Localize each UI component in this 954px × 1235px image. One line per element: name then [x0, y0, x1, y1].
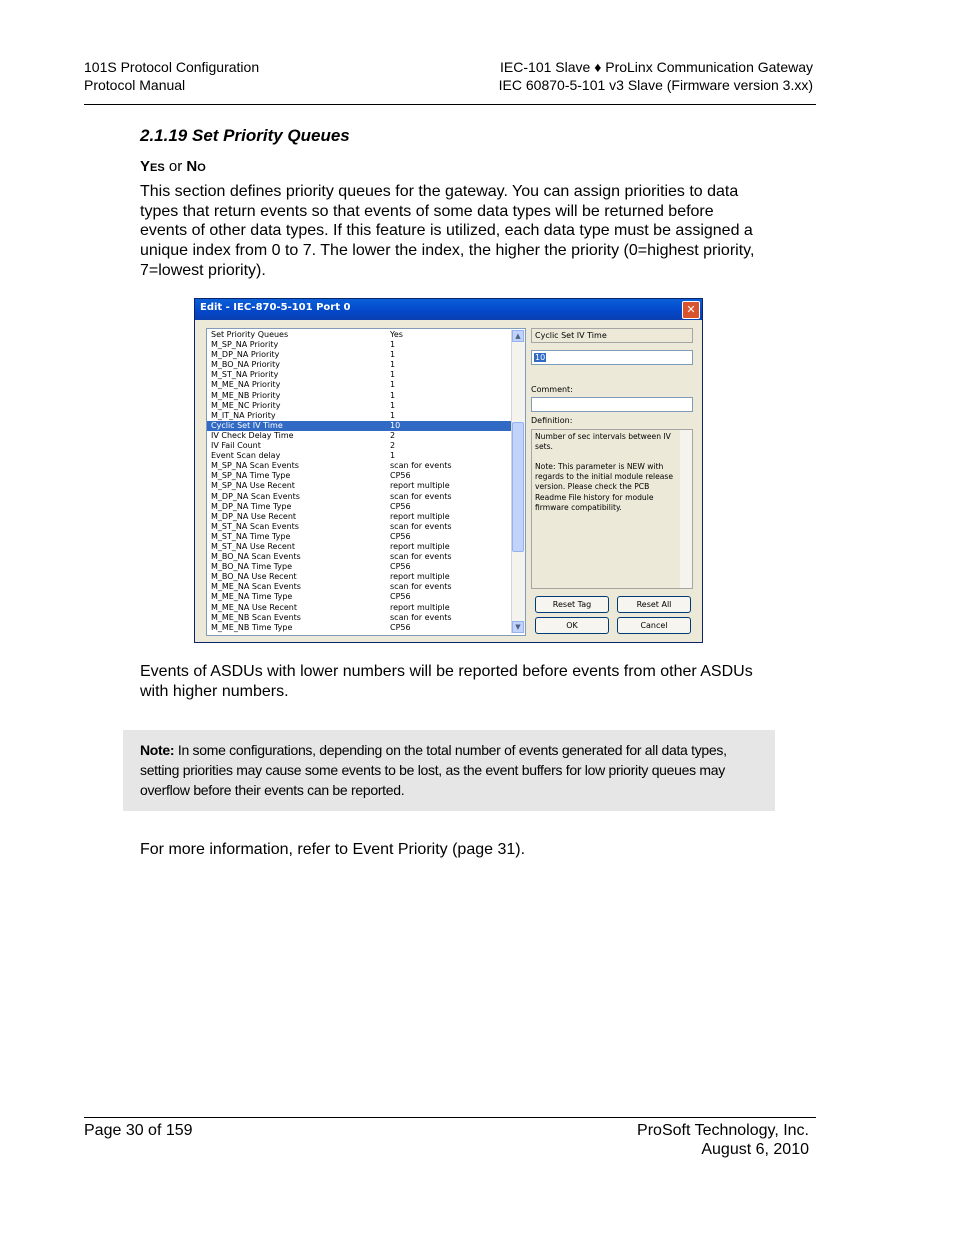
parameter-row-name: M_IT_NA Priority: [211, 410, 276, 420]
intro-paragraph: This section defines priority queues for the gateway. You can assign priorities to data types that return events so that events of some data types will be returned before events of other data types. If this feature is utilized, each data type must be assigned a unique index from 0 to 7. The lower the index, the higher the priority (0=highest priority, 7=lowest priority).: [140, 183, 755, 279]
parameter-row-name: M_DP_NA Scan Events: [211, 491, 300, 501]
parameter-row-value: 1: [390, 370, 396, 380]
parameter-row-name: M_ME_NA Use Recent: [211, 602, 297, 612]
parameter-row-value: scan for events: [390, 552, 452, 562]
parameter-row-name: Event Scan delay: [211, 451, 281, 461]
company-name: ProSoft Technology, Inc.: [637, 1122, 809, 1139]
parameter-row-name: M_BO_NA Time Type: [211, 562, 293, 572]
list-item[interactable]: [207, 613, 525, 623]
definition-box: [531, 429, 693, 589]
list-item[interactable]: [207, 582, 525, 592]
ok-button[interactable]: OK: [535, 617, 609, 634]
note-body: In some configurations, depending on the total number of events generated for all data types, setting priorities may cause some events to be lost, as the event buffers for low priority queues may overflow before their events can be reported.: [140, 742, 727, 798]
running-header-left: [84, 58, 259, 94]
parameter-row-value: scan for events: [390, 582, 452, 592]
scroll-thumb[interactable]: [512, 422, 524, 552]
parameter-row-value: CP56: [390, 501, 411, 511]
header-rule: [84, 104, 816, 105]
list-item[interactable]: [207, 330, 525, 340]
parameter-row-name: M_SP_NA Time Type: [211, 471, 291, 481]
parameter-list[interactable]: [206, 328, 526, 636]
parameter-row-value: 1: [390, 360, 396, 370]
parameter-row-value: 2: [390, 441, 396, 451]
after-figure-paragraph: Events of ASDUs with lower numbers will be reported before events from other ASDUs with higher numbers.: [140, 663, 753, 700]
parameter-row-name: M_ME_NC Priority: [211, 400, 281, 410]
parameter-row-value: report multiple: [390, 541, 450, 551]
list-item[interactable]: [207, 481, 525, 491]
list-item[interactable]: [207, 522, 525, 532]
parameter-value-input[interactable]: [531, 350, 693, 365]
publication-date: August 6, 2010: [701, 1141, 809, 1158]
or-text: or: [168, 158, 183, 175]
parameter-row-name: M_ST_NA Use Recent: [211, 541, 296, 551]
edit-dialog: [194, 298, 703, 643]
comment-input[interactable]: [531, 397, 693, 412]
parameter-row-name: IV Check Delay Time: [211, 430, 294, 440]
list-item[interactable]: [207, 512, 525, 522]
list-item[interactable]: [207, 492, 525, 502]
list-item[interactable]: [207, 421, 525, 431]
list-item[interactable]: [207, 592, 525, 602]
parameter-row-name: Cyclic Set IV Time: [211, 420, 283, 430]
page-number: Page 30 of 159: [84, 1122, 193, 1139]
section-title: 2.1.19 Set Priority Queues: [140, 126, 350, 145]
footer-company: [637, 1121, 809, 1159]
note-box: [123, 730, 775, 811]
parameter-row-value: 1: [390, 350, 396, 360]
scroll-up-icon[interactable]: ▲: [512, 330, 524, 342]
parameter-row-name: M_BO_NA Use Recent: [211, 572, 297, 582]
parameter-row-name: M_DP_NA Use Recent: [211, 511, 297, 521]
parameter-row-value: CP56: [390, 531, 411, 541]
cancel-button[interactable]: Cancel: [617, 617, 691, 634]
list-item[interactable]: [207, 471, 525, 481]
comment-label: Comment:: [531, 385, 573, 394]
parameter-row-value: scan for events: [390, 612, 452, 622]
list-item[interactable]: [207, 411, 525, 421]
dialog-title: Edit - IEC-870-5-101 Port 0: [200, 302, 351, 313]
parameter-row-value: report multiple: [390, 572, 450, 582]
definition-scrollbar[interactable]: [680, 430, 692, 588]
parameter-row-name: M_ME_NB Scan Events: [211, 612, 301, 622]
parameter-row-value: 2: [390, 430, 396, 440]
parameter-row-value: 1: [390, 400, 396, 410]
note-text: [140, 740, 750, 800]
parameter-row-value: scan for events: [390, 491, 452, 501]
parameter-row-name: M_ME_NB Time Type: [211, 622, 293, 632]
list-item[interactable]: [207, 360, 525, 370]
parameter-row-value: scan for events: [390, 461, 452, 471]
parameter-list-scrollbar[interactable]: [511, 330, 525, 633]
yes-option: YES: [140, 158, 165, 175]
parameter-row-name: Set Priority Queues: [211, 330, 289, 339]
list-item[interactable]: [207, 623, 525, 633]
list-item[interactable]: [207, 380, 525, 390]
reset-all-button[interactable]: Reset All: [617, 596, 691, 613]
header-doc-title: 101S Protocol Configuration: [84, 59, 260, 75]
note-label: Note:: [140, 742, 175, 758]
dialog-titlebar: [195, 299, 702, 320]
parameter-row-value: report multiple: [390, 511, 450, 521]
parameter-row-name: M_DP_NA Priority: [211, 350, 280, 360]
yes-or-no-options: [140, 158, 206, 175]
parameter-row-value: 1: [390, 390, 396, 400]
parameter-row-value: CP56: [390, 592, 411, 602]
parameter-row-value: CP56: [390, 471, 411, 481]
parameter-row-name: M_ME_NA Priority: [211, 380, 281, 390]
parameter-row-name: M_ME_NA Time Type: [211, 592, 293, 602]
list-item[interactable]: [207, 451, 525, 461]
header-product: IEC-101 Slave ♦ ProLinx Communication Gateway: [500, 59, 813, 75]
list-item[interactable]: [207, 391, 525, 401]
list-item[interactable]: [207, 401, 525, 411]
definition-text: Number of sec intervals between IV sets. Note: This parameter is NEW with regards to the initial module release version. Please check the PCB Readme File history for module firmware compatibility.: [535, 432, 674, 512]
list-item[interactable]: [207, 370, 525, 380]
parameter-row-value: CP56: [390, 622, 411, 632]
parameter-row-value: 1: [390, 340, 396, 350]
parameter-value: 10: [535, 353, 546, 362]
parameter-row-name: M_ST_NA Scan Events: [211, 521, 299, 531]
header-doc-type: Protocol Manual: [84, 77, 186, 93]
list-item[interactable]: [207, 350, 525, 360]
parameter-row-value: 1: [390, 380, 396, 390]
parameter-row-name: M_ST_NA Priority: [211, 370, 279, 380]
parameter-row-value: report multiple: [390, 602, 450, 612]
list-item[interactable]: [207, 552, 525, 562]
list-item[interactable]: [207, 572, 525, 582]
parameter-name-field: [531, 328, 693, 343]
parameter-row-name: M_BO_NA Priority: [211, 360, 281, 370]
close-icon[interactable]: ✕: [682, 301, 700, 319]
parameter-row-name: IV Fail Count: [211, 441, 261, 451]
parameter-row-name: M_ST_NA Time Type: [211, 531, 291, 541]
list-item[interactable]: [207, 461, 525, 471]
parameter-row-value: 1: [390, 451, 396, 461]
parameter-row-value: 1: [390, 410, 396, 420]
scroll-down-icon[interactable]: ▼: [512, 621, 524, 633]
parameter-row-name: M_SP_NA Use Recent: [211, 481, 295, 491]
parameter-row-name: M_BO_NA Scan Events: [211, 552, 301, 562]
header-firmware: IEC 60870-5-101 v3 Slave (Firmware version 3.xx): [498, 77, 813, 93]
list-item[interactable]: [207, 340, 525, 350]
running-header-right: [499, 58, 813, 94]
parameter-row-name: M_ME_NA Scan Events: [211, 582, 301, 592]
parameter-row-name: M_SP_NA Scan Events: [211, 461, 299, 471]
parameter-row-value: report multiple: [390, 481, 450, 491]
parameter-row-value: CP56: [390, 562, 411, 572]
list-item[interactable]: [207, 532, 525, 542]
parameter-row-value: scan for events: [390, 521, 452, 531]
list-item[interactable]: [207, 441, 525, 451]
definition-label: Definition:: [531, 416, 573, 425]
list-item[interactable]: [207, 542, 525, 552]
parameter-row-name: M_ME_NB Priority: [211, 390, 281, 400]
parameter-name: Cyclic Set IV Time: [535, 331, 607, 340]
parameter-row-value: 10: [390, 420, 401, 430]
list-item[interactable]: [207, 502, 525, 512]
reset-tag-button[interactable]: Reset Tag: [535, 596, 609, 613]
parameter-row-name: M_SP_NA Priority: [211, 340, 279, 350]
list-item[interactable]: [207, 562, 525, 572]
list-item[interactable]: [207, 603, 525, 613]
parameter-row-name: M_DP_NA Time Type: [211, 501, 292, 511]
parameter-row-value: Yes: [390, 330, 403, 339]
list-item[interactable]: [207, 431, 525, 441]
footer-rule: [84, 1117, 816, 1118]
more-info-paragraph: For more information, refer to Event Priority (page 31).: [140, 841, 526, 858]
no-option: NO: [186, 158, 206, 175]
